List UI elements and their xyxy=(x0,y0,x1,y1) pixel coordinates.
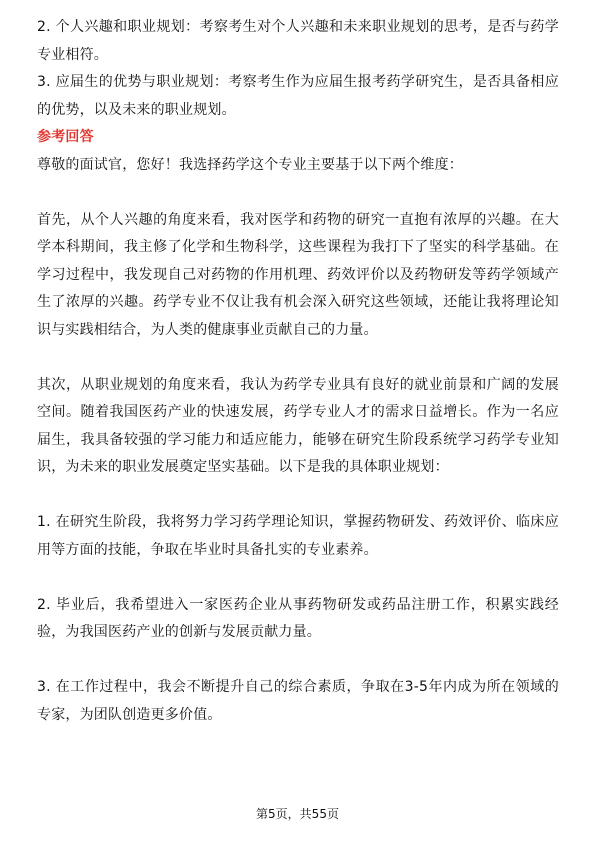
career-paragraph: 其次，从职业规划的角度来看，我认为药学专业具有良好的就业前景和广阔的发展空间。随着我国医药产业的快速发展，药学专业人才的需求日益增长。作为一名应届生，我具备较强的学习能力和适应能力，能够在研究生阶段系统学习药学专业知识，为未来的职业发展奠定坚实基础。以下是我的具体职业规划： xyxy=(37,376,559,475)
page-number-footer: 第5页，共55页 xyxy=(256,807,339,821)
criterion-interest-career: 2. 个人兴趣和职业规划：考察考生对个人兴趣和未来职业规划的思考，是否与药学专业相符。 xyxy=(37,19,559,63)
answer-heading: 参考回答 xyxy=(37,129,94,145)
plan-item-graduate-study: 1. 在研究生阶段，我将努力学习药学理论知识，掌握药物研发、药效评价、临床应用等方面的技能，争取在毕业时具备扎实的专业素养。 xyxy=(37,514,559,558)
plan-item-career-growth: 3. 在工作过程中，我会不断提升自己的综合素质，争取在3-5年内成为所在领域的专家，为团队创造更多价值。 xyxy=(37,679,559,723)
interest-paragraph: 首先，从个人兴趣的角度来看，我对医学和药物的研究一直抱有浓厚的兴趣。在大学本科期间，我主修了化学和生物科学，这些课程为我打下了坚实的科学基础。在学习过程中，我发现自己对药物的作用机理、药效评价以及药物研发等药学领域产生了浓厚的兴趣。药学专业不仅让我有机会深入研究这些领域，还能让我将理论知识与实践相结合，为人类的健康事业贡献自己的力量。 xyxy=(37,211,559,338)
page-content xyxy=(37,14,559,729)
spacer xyxy=(37,344,559,372)
spacer xyxy=(37,564,559,592)
criterion-graduate-advantage: 3. 应届生的优势与职业规划：考察考生作为应届生报考药学研究生，是否具备相应的优势，以及未来的职业规划。 xyxy=(37,74,559,118)
plan-item-after-graduation: 2. 毕业后，我希望进入一家医药企业从事药物研发或药品注册工作，积累实践经验，为我国医药产业的创新与发展贡献力量。 xyxy=(37,596,559,640)
spacer xyxy=(37,179,559,207)
greeting-paragraph: 尊敬的面试官，您好！我选择药学这个专业主要基于以下两个维度： xyxy=(37,156,463,173)
spacer xyxy=(37,482,559,510)
spacer xyxy=(37,647,559,675)
